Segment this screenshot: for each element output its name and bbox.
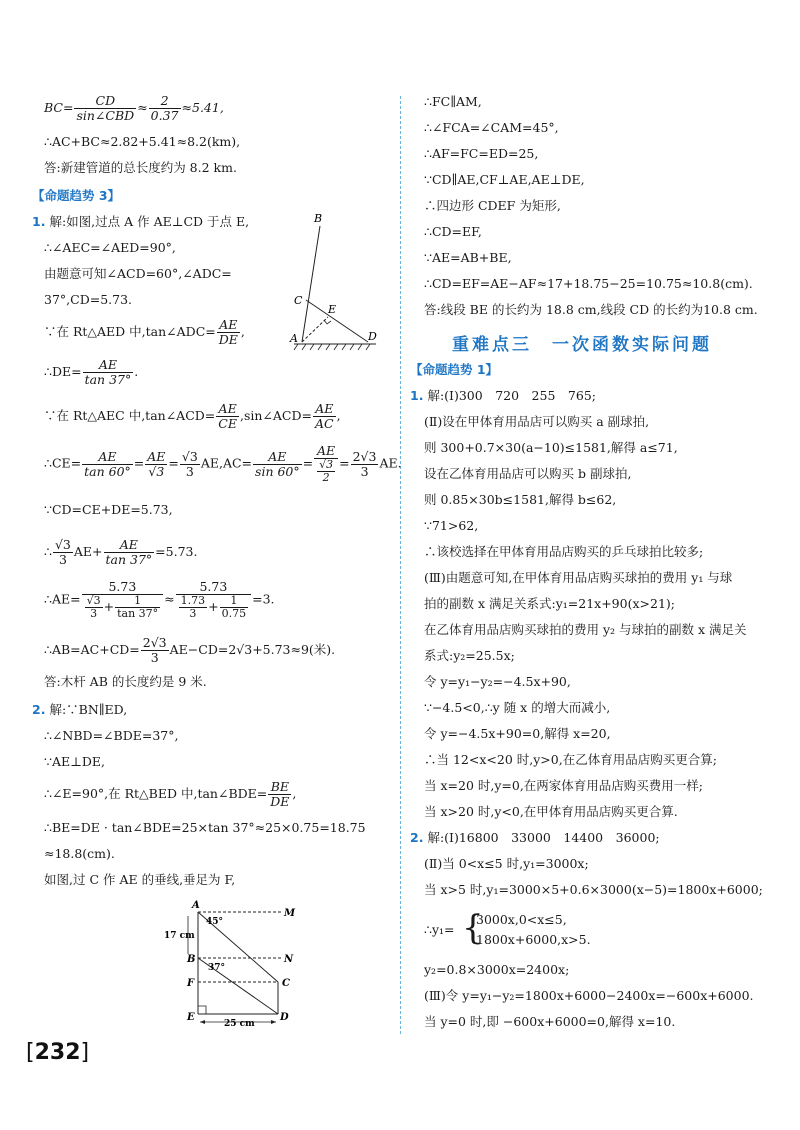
fraction bbox=[220, 595, 249, 620]
bracket-left-icon: [ bbox=[26, 1040, 35, 1065]
fraction-2-over-037 bbox=[149, 94, 181, 123]
line-ab bbox=[302, 226, 320, 342]
q2-text: 解:∵BN∥ED, bbox=[49, 702, 128, 717]
fraction bbox=[115, 595, 160, 620]
fraction-be-de bbox=[268, 780, 291, 809]
p1-line-9: 拍的副数 x 满足关系式:y₁=21x+90(x>21); bbox=[424, 596, 675, 611]
fraction-numerator: AE bbox=[253, 450, 302, 465]
fraction-numerator: AE bbox=[82, 450, 133, 465]
p1-line-12: 令 y=y₁−y₂=−4.5x+90, bbox=[424, 674, 571, 689]
p1-line-13: ∵−4.5<0,∴y 随 x 的增大而减小, bbox=[424, 700, 611, 715]
text: , bbox=[336, 408, 341, 423]
text: AE+ bbox=[73, 544, 103, 559]
q1-line-12 bbox=[44, 636, 335, 665]
equals-sign: = bbox=[133, 455, 145, 471]
p1-line-17: 当 x>20 时,y<0,在甲体育用品店购买更合算. bbox=[424, 804, 678, 819]
fraction-denominator: DE bbox=[218, 332, 238, 347]
fraction-numerator: AE bbox=[313, 402, 336, 417]
bc-calculation-line bbox=[44, 94, 224, 123]
ac-bc-sum-line: ∴AC+BC≈2.82+5.41≈8.2(km), bbox=[44, 134, 241, 149]
fraction-complex bbox=[176, 580, 251, 620]
p1-line-2: (Ⅱ)设在甲体育用品店可以购买 a 副球拍, bbox=[424, 414, 650, 429]
p1-line-15: ∴当 12<x<20 时,y>0,在乙体育用品店购买更合算; bbox=[424, 752, 717, 767]
fraction-denominator bbox=[82, 595, 164, 620]
text: . bbox=[134, 364, 139, 379]
label-c: C bbox=[282, 978, 290, 989]
label-d: D bbox=[280, 1012, 289, 1023]
text: ∴AB=AC+CD= bbox=[44, 642, 140, 657]
text: AE,AC= bbox=[200, 455, 253, 471]
q1-line-4: 37°,CD=5.73. bbox=[44, 292, 132, 307]
equals-sign: = bbox=[302, 455, 314, 471]
fraction bbox=[180, 450, 200, 479]
right-line-3: ∴AF=FC=ED=25, bbox=[424, 146, 539, 161]
text: ∵在 Rt△AEC 中,tan∠ACD= bbox=[44, 408, 216, 423]
page-number-value: 232 bbox=[34, 1040, 81, 1065]
fraction-denominator: 0.37 bbox=[150, 108, 179, 123]
q2-line-7: 如图,过 C 作 AE 的垂线,垂足为 F, bbox=[44, 872, 236, 887]
fraction-complex bbox=[82, 580, 164, 620]
q1-line-10 bbox=[44, 538, 197, 567]
fraction bbox=[53, 538, 73, 567]
p2-line-5: y₂=0.8×3000x=2400x; bbox=[424, 962, 570, 977]
approx-sign: ≈ bbox=[137, 100, 148, 115]
text: ∵在 Rt△AED 中,tan∠ADC= bbox=[44, 324, 216, 339]
plus-sign: + bbox=[103, 599, 115, 614]
fraction-numerator: AE bbox=[217, 318, 240, 333]
brace-icon: { bbox=[462, 908, 484, 948]
section-heading: 重难点三 一次函数实际问题 bbox=[452, 335, 712, 355]
fraction-denominator: tan 37° bbox=[117, 607, 159, 620]
p1-line-14: 令 y=−4.5x+90=0,解得 x=20, bbox=[424, 726, 611, 741]
p1-line-1 bbox=[410, 388, 596, 404]
fraction bbox=[145, 450, 167, 479]
p2-line-3: 当 x>5 时,y₁=3000×5+0.6×3000(x−5)=1800x+6000; bbox=[424, 882, 763, 897]
p1-line-16: 当 x=20 时,y=0,在两家体育用品店购买费用一样; bbox=[424, 778, 704, 793]
fraction-denominator: tan 60° bbox=[84, 463, 131, 479]
fraction-numerator: 2 bbox=[149, 94, 181, 109]
plus-sign: + bbox=[208, 599, 219, 614]
label-e: E bbox=[187, 1012, 195, 1023]
fraction bbox=[141, 636, 169, 665]
p1-line-4: 设在乙体育用品店可以购买 b 副球拍, bbox=[424, 466, 632, 481]
label-f: F bbox=[187, 978, 195, 989]
question-number: 2. bbox=[410, 830, 424, 845]
text: ∴CE= bbox=[44, 455, 82, 471]
approx-sign: ≈ bbox=[164, 591, 175, 607]
fraction-ae-tan37 bbox=[83, 358, 134, 387]
q1-line-8 bbox=[44, 444, 402, 484]
trend-tag-1: 【命题趋势 1】 bbox=[410, 362, 499, 377]
fraction-ae-ac bbox=[313, 402, 336, 431]
p2-line-6: (Ⅲ)令 y=y₁−y₂=1800x+6000−2400x=−600x+6000. bbox=[424, 988, 754, 1003]
q1-line-7 bbox=[44, 402, 341, 431]
text: , bbox=[240, 324, 245, 339]
fraction-denominator: 3 bbox=[58, 552, 67, 567]
fraction-numerator: √3 bbox=[181, 448, 198, 464]
fraction-numerator: CD bbox=[74, 94, 136, 109]
fraction-numerator: 2√3 bbox=[142, 635, 167, 650]
label-e: E bbox=[328, 303, 337, 316]
right-line-7: ∵AE=AB+BE, bbox=[424, 250, 512, 265]
bracket-right-icon: ] bbox=[80, 1040, 90, 1065]
q2-line-2: ∴∠NBD=∠BDE=37°, bbox=[44, 728, 179, 743]
right-line-2: ∴∠FCA=∠CAM=45°, bbox=[424, 120, 559, 135]
fraction-cd-sin bbox=[74, 94, 136, 123]
fraction-denominator: AC bbox=[314, 416, 334, 431]
fraction bbox=[85, 595, 103, 620]
right-line-1: ∴FC∥AM, bbox=[424, 94, 482, 109]
equals-sign: = bbox=[168, 455, 179, 471]
text: =5.73. bbox=[155, 544, 198, 559]
fraction-nested bbox=[314, 444, 338, 484]
q1-text: 解:如图,过点 A 作 AE⊥CD 于点 E, bbox=[49, 214, 250, 229]
right-line-9: 答:线段 BE 的长约为 18.8 cm,线段 CD 的长约为10.8 cm. bbox=[424, 302, 758, 317]
fraction-ae-de bbox=[217, 318, 240, 347]
equals-sign: = bbox=[339, 455, 350, 471]
column-divider bbox=[400, 96, 401, 1034]
fraction-denominator: 3 bbox=[360, 463, 369, 479]
fraction-denominator: sin∠CBD bbox=[76, 108, 135, 123]
length-label-17cm: 17 cm bbox=[164, 931, 195, 941]
fraction-numerator: 1.73 bbox=[180, 594, 206, 607]
q2-line-4 bbox=[44, 780, 296, 809]
fraction-numerator: 1 bbox=[220, 595, 249, 608]
fraction-denominator: 3 bbox=[90, 607, 98, 620]
fraction bbox=[253, 450, 302, 479]
p1-line-10: 在乙体育用品店购买球拍的费用 y₂ 与球拍的副数 x 满足关 bbox=[424, 622, 747, 637]
p1-text: 解:(Ⅰ)300 720 255 765; bbox=[427, 388, 596, 403]
fraction-numerator: 1 bbox=[115, 595, 160, 608]
label-b: B bbox=[314, 212, 323, 225]
figure-pole-diagram bbox=[280, 208, 396, 356]
q2-line-5: ∴BE=DE · tan∠BDE=25×tan 37°≈25×0.75=18.75 bbox=[44, 820, 366, 835]
angle-label-37: 37° bbox=[208, 963, 226, 973]
bc-label: BC= bbox=[44, 100, 74, 115]
text: ∴y₁= bbox=[424, 922, 455, 937]
p2-line-2: (Ⅱ)当 0<x≤5 时,y₁=3000x; bbox=[424, 856, 589, 871]
fraction-numerator: √3 bbox=[86, 594, 101, 607]
right-line-6: ∴CD=EF, bbox=[424, 224, 482, 239]
text: ∴DE= bbox=[44, 364, 82, 379]
text: =3. bbox=[252, 591, 275, 607]
label-n: N bbox=[284, 954, 294, 965]
fraction-denominator: DE bbox=[270, 794, 290, 809]
arrow-left-icon bbox=[200, 1020, 205, 1024]
right-line-4: ∵CD∥AE,CF⊥AE,AE⊥DE, bbox=[424, 172, 585, 187]
text: ∴∠E=90°,在 Rt△BED 中,tan∠BDE= bbox=[44, 786, 268, 801]
fraction-denominator: sin 60° bbox=[255, 463, 300, 479]
text: ∴AE= bbox=[44, 591, 81, 607]
p1-line-3: 则 300+0.7×30(a−10)≤1581,解得 a≤71, bbox=[424, 440, 678, 455]
label-c: C bbox=[294, 294, 303, 307]
piecewise-top: 3000x,0<x≤5, bbox=[476, 912, 567, 927]
q1-line-9: ∵CD=CE+DE=5.73, bbox=[44, 502, 173, 517]
q1-line-11 bbox=[44, 580, 275, 620]
text: AE. bbox=[379, 455, 402, 471]
line-cd bbox=[306, 300, 368, 342]
figure-measure-diagram bbox=[160, 894, 300, 1030]
arrow-right-icon bbox=[271, 1020, 276, 1024]
fraction-numerator: 5.73 bbox=[176, 580, 251, 595]
p2-line-1 bbox=[410, 830, 660, 846]
fraction-denominator: 3 bbox=[150, 650, 159, 665]
p2-line-7: 当 y=0 时,即 −600x+6000=0,解得 x=10. bbox=[424, 1014, 676, 1029]
bc-result: ≈5.41, bbox=[181, 100, 224, 115]
angle-label-45: 45° bbox=[206, 917, 224, 927]
fraction-numerator: AE bbox=[83, 358, 134, 373]
fraction-numerator: AE bbox=[216, 402, 239, 417]
ground-hatching bbox=[294, 344, 370, 350]
fraction-ae-ce bbox=[216, 402, 239, 431]
p2-text: 解:(Ⅰ)16800 33000 14400 36000; bbox=[427, 830, 660, 845]
q1-line-2: ∴∠AEC=∠AED=90°, bbox=[44, 240, 176, 255]
pipe-answer-line: 答:新建管道的总长度约为 8.2 km. bbox=[44, 160, 237, 175]
fraction-numerator: 5.73 bbox=[82, 580, 164, 595]
p1-line-11: 系式:y₂=25.5x; bbox=[424, 648, 515, 663]
fraction bbox=[104, 538, 155, 567]
trend-tag-3: 【命题趋势 3】 bbox=[32, 188, 121, 203]
q1-line-5 bbox=[44, 318, 245, 347]
right-angle-mark bbox=[198, 1006, 206, 1014]
fraction bbox=[317, 459, 335, 484]
piecewise-bottom: 1800x+6000,x>5. bbox=[476, 932, 591, 947]
label-b: B bbox=[187, 954, 196, 965]
label-a: A bbox=[192, 900, 200, 911]
fraction-denominator: tan 37° bbox=[105, 552, 153, 567]
q1-answer: 答:木杆 AB 的长度约是 9 米. bbox=[44, 674, 207, 689]
fraction bbox=[179, 595, 208, 620]
q2-line-6: ≈18.8(cm). bbox=[44, 846, 115, 861]
p1-line-6: ∵71>62, bbox=[424, 518, 479, 533]
q2-line-1 bbox=[32, 702, 127, 718]
fraction bbox=[82, 450, 133, 479]
text: , bbox=[292, 786, 297, 801]
right-angle-mark bbox=[324, 320, 331, 324]
fraction-denominator bbox=[314, 459, 338, 484]
fraction-numerator: AE bbox=[147, 448, 166, 464]
fraction-numerator: √3 bbox=[54, 537, 71, 552]
fraction-denominator: CE bbox=[218, 416, 237, 431]
q1-line-3: 由题意可知∠ACD=60°,∠ADC= bbox=[44, 266, 232, 281]
fraction-numerator: AE bbox=[314, 444, 338, 459]
label-m: M bbox=[284, 908, 296, 919]
fraction-numerator: AE bbox=[104, 538, 155, 553]
right-line-5: ∴四边形 CDEF 为矩形, bbox=[424, 198, 561, 213]
p1-line-7: ∴该校选择在甲体育用品店购买的乒乓球拍比较多; bbox=[424, 544, 704, 559]
q1-line-6 bbox=[44, 358, 138, 387]
fraction-denominator: 0.75 bbox=[221, 607, 247, 620]
question-number: 2. bbox=[32, 702, 46, 717]
question-number: 1. bbox=[410, 388, 424, 403]
fraction-denominator bbox=[176, 595, 251, 620]
p1-line-5: 则 0.85×30b≤1581,解得 b≤62, bbox=[424, 492, 617, 507]
fraction-denominator: 3 bbox=[185, 463, 194, 479]
fraction-denominator: tan 37° bbox=[84, 372, 132, 387]
text: ,sin∠ACD= bbox=[239, 408, 312, 423]
text: AE−CD=2√3+5.73≈9(米). bbox=[169, 642, 336, 657]
label-a: A bbox=[290, 332, 298, 345]
fraction-denominator: 3 bbox=[189, 607, 197, 620]
question-number: 1. bbox=[32, 214, 46, 229]
fraction-denominator: 2 bbox=[322, 471, 330, 484]
fraction-numerator: BE bbox=[268, 780, 291, 795]
text: ∴ bbox=[44, 544, 52, 559]
page-number bbox=[26, 1040, 89, 1065]
fraction bbox=[351, 450, 379, 479]
fraction-numerator: 2√3 bbox=[352, 448, 377, 464]
length-label-25cm: 25 cm bbox=[224, 1019, 255, 1029]
p1-line-8: (Ⅲ)由题意可知,在甲体育用品店购买球拍的费用 y₁ 与球 bbox=[424, 570, 733, 585]
label-d: D bbox=[368, 330, 377, 343]
q1-line-1 bbox=[32, 214, 249, 230]
fraction-denominator: √3 bbox=[148, 463, 165, 479]
fraction-numerator: √3 bbox=[319, 458, 334, 471]
right-line-8: ∴CD=EF=AE−AF≈17+18.75−25=10.75≈10.8(cm). bbox=[424, 276, 753, 291]
q2-line-3: ∵AE⊥DE, bbox=[44, 754, 105, 769]
